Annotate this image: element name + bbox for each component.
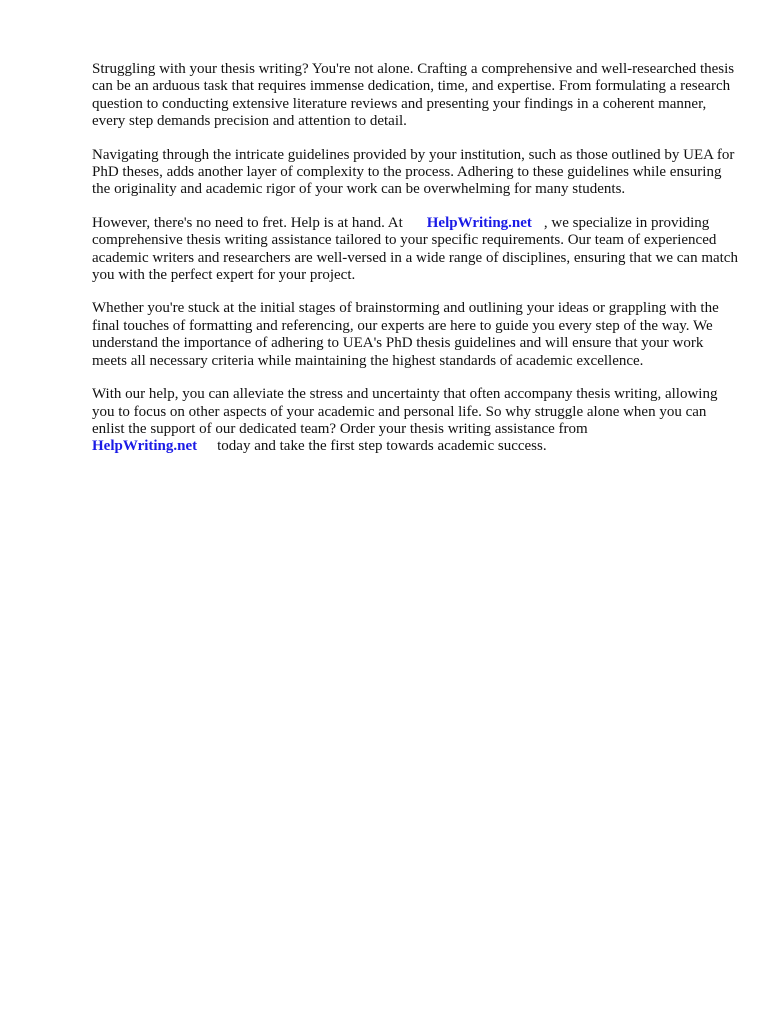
paragraph-closing-text-end: today and take the first step towards academic success. <box>217 438 547 455</box>
paragraph-experts: Whether you're stuck at the initial stages of brainstorming and outlining your ideas or grappling with the final touches of formatting and referencing, our experts are here to guide you every step of the way. We understand the importance of adhering to UEA's PhD thesis guidelines and will ensure that your work meets all necessary criteria while maintaining the highest standards of academic excellence. <box>92 300 719 369</box>
paragraph-help-text-end: , we specialize in providing comprehensive thesis writing assistance tailored to your specific requirements. Our team of experienced academic writers and researchers are well-versed in a wide range of disciplines, ensuring that we can match you with the perfect expert for your project. <box>92 214 738 284</box>
paragraph-help-text-start: However, there's no need to fret. Help is at hand. At <box>92 214 403 231</box>
document-body <box>92 61 742 472</box>
paragraph-closing <box>92 386 742 456</box>
helpwriting-link[interactable]: HelpWriting.net <box>426 214 532 231</box>
paragraph-intro: Struggling with your thesis writing? You're not alone. Crafting a comprehensive and well-researched thesis can be an arduous task that requires immense dedication, time, and expertise. From formulating a research question to conducting extensive literature reviews and presenting your findings in a coherent manner, every step demands precision and attention to detail. <box>92 61 735 130</box>
paragraph-guidelines: Navigating through the intricate guidelines provided by your institution, such as those outlined by UEA for PhD theses, adds another layer of complexity to the process. Adhering to these guidelines while ensuring the originality and academic rigor of your work can be overwhelming for many students. <box>92 146 735 198</box>
helpwriting-link-2[interactable]: HelpWriting.net <box>92 438 198 455</box>
paragraph-closing-text-start: With our help, you can alleviate the stress and uncertainty that often accompany thesis writing, allowing you to focus on other aspects of your academic and personal life. So why struggle alone when you can enlist the support of our dedicated team? Order your thesis writing assistance from <box>92 386 718 437</box>
paragraph-help <box>92 215 742 285</box>
